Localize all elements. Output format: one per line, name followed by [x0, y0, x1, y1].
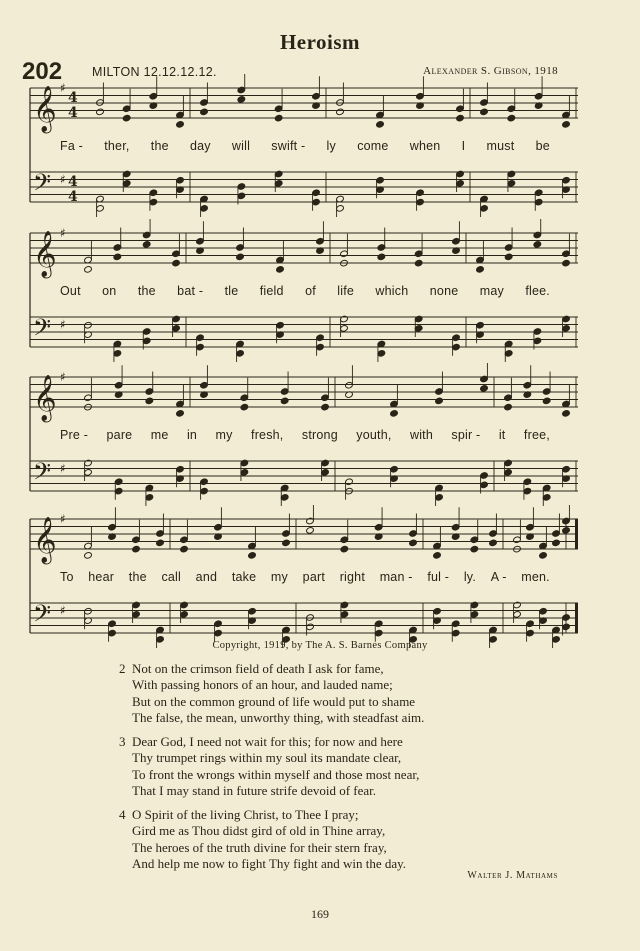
time-signature: 4	[68, 189, 78, 205]
note-head	[470, 545, 479, 553]
note-head	[200, 108, 209, 116]
lyric-syllable: bat -	[177, 284, 204, 298]
lyric-syllable: Fa -	[60, 139, 84, 153]
note-head	[280, 397, 289, 405]
lyric-syllable: be	[535, 139, 550, 153]
treble-clef-icon: 𝄞	[33, 517, 57, 563]
note-head	[176, 410, 185, 418]
note-head	[433, 552, 442, 560]
lyric-syllable: take	[231, 570, 257, 584]
final-barline	[575, 603, 578, 633]
note-head	[562, 121, 571, 129]
note-head	[489, 539, 498, 547]
bass-clef-icon: 𝄢	[33, 599, 52, 633]
verse-line: Dear God, I need not wait for this; for now and here	[132, 734, 403, 749]
lyric-syllable: the	[150, 139, 169, 153]
author-credit: Walter J. Mathams	[467, 870, 558, 881]
lyric-syllable: none	[429, 284, 459, 298]
tune-name: MILTON 12.12.12.12.	[92, 65, 217, 79]
lyric-syllable: the	[128, 570, 147, 584]
note-head	[480, 108, 489, 116]
lyric-syllable: day	[189, 139, 211, 153]
bass-clef-icon: 𝄢	[33, 313, 52, 347]
final-barline	[575, 519, 578, 549]
lyric-syllable: of	[305, 284, 316, 298]
lyric-syllable: may	[479, 284, 504, 298]
note-head	[552, 539, 561, 547]
lyric-syllable: man -	[379, 570, 413, 584]
verse-line: The heroes of the truth divine for their stern fray,	[132, 839, 387, 855]
hymn-number: 202	[22, 58, 63, 85]
verse-4	[119, 807, 407, 873]
lyric-syllable: I	[461, 139, 466, 153]
verse-line: The false, the mean, unworthy thing, with steadfast aim.	[132, 710, 425, 726]
note-head	[409, 539, 418, 547]
lyric-line	[60, 284, 550, 298]
note-head	[96, 108, 105, 116]
lyric-syllable: swift -	[271, 139, 306, 153]
note-head	[321, 403, 330, 411]
lyric-syllable: part	[302, 570, 326, 584]
note-head	[562, 527, 571, 535]
sharp-icon: ♯	[60, 317, 66, 332]
lyric-syllable: will	[231, 139, 251, 153]
lyric-syllable: Out	[60, 284, 81, 298]
note-head	[340, 545, 349, 553]
lyric-line	[60, 570, 550, 584]
hymn-title: Heroism	[279, 30, 361, 54]
sharp-icon: ♯	[60, 226, 66, 240]
lyric-syllable: strong	[301, 428, 338, 442]
lyric-syllable: tle	[224, 284, 239, 298]
verse-number: 3	[119, 734, 126, 749]
verse-line: But on the common ground of life would put to shame	[132, 693, 416, 709]
note-head	[142, 241, 151, 249]
lyric-syllable: come	[357, 139, 389, 153]
lyric-syllable: free,	[523, 428, 550, 442]
sharp-icon: ♯	[60, 370, 66, 384]
lyric-syllable: A -	[490, 570, 507, 584]
verse-line: To front the wrongs within myself and those most near,	[132, 766, 420, 782]
note-head	[390, 410, 399, 418]
lyric-syllable: hear	[88, 570, 115, 584]
note-head	[456, 114, 465, 122]
lyric-line	[60, 139, 550, 153]
note-head	[176, 121, 185, 129]
note-head	[306, 527, 315, 535]
note-head	[84, 552, 93, 560]
lyric-syllable: with	[409, 428, 433, 442]
lyric-line	[60, 428, 550, 442]
note-head	[122, 114, 131, 122]
note-head	[172, 259, 181, 267]
note-head	[236, 253, 245, 261]
bass-clef-icon: 𝄢	[33, 168, 52, 202]
note-head	[435, 397, 444, 405]
note-head	[504, 403, 513, 411]
lyric-syllable: my	[270, 570, 288, 584]
lyric-syllable: flee.	[525, 284, 550, 298]
lyric-syllable: right	[339, 570, 366, 584]
note-head	[533, 241, 542, 249]
time-signature: 4	[68, 105, 78, 121]
note-head	[274, 114, 283, 122]
note-head	[276, 266, 285, 274]
lyric-syllable: in	[186, 428, 198, 442]
time-signature: 4	[68, 90, 78, 106]
sharp-icon: ♯	[60, 603, 66, 618]
note-head	[539, 552, 548, 560]
treble-clef-icon: 𝄞	[33, 86, 57, 132]
copyright-notice: Copyright, 1919, by The A. S. Barnes Company	[212, 640, 428, 651]
note-head	[504, 253, 513, 261]
note-head	[156, 539, 165, 547]
note-head	[240, 403, 249, 411]
lyric-syllable: life	[337, 284, 355, 298]
note-head	[480, 385, 489, 393]
sharp-icon: ♯	[60, 461, 66, 476]
verse-line: Not on the crimson field of death I ask for fame,	[132, 661, 384, 676]
verse-line: And help me now to fight Thy fight and win the day.	[132, 856, 407, 872]
lyric-syllable: and	[195, 570, 218, 584]
lyric-syllable: pare	[106, 428, 133, 442]
lyric-syllable: when	[409, 139, 441, 153]
verse-2	[119, 661, 425, 727]
note-head	[132, 545, 141, 553]
note-head	[248, 552, 257, 560]
note-head	[180, 545, 189, 553]
note-head	[376, 121, 385, 129]
time-signature: 4	[68, 174, 78, 190]
verse-line: That I may stand in future strife devoid of fear.	[132, 783, 377, 799]
verse-line: With passing honors of an hour, and lauded name;	[132, 677, 393, 693]
lyric-syllable: To	[60, 570, 74, 584]
treble-clef-icon: 𝄞	[33, 231, 57, 277]
note-head	[336, 108, 345, 116]
lyric-syllable: field	[259, 284, 284, 298]
lyric-syllable: ly	[326, 139, 336, 153]
lyric-syllable: the	[137, 284, 156, 298]
lyric-syllable: my	[215, 428, 233, 442]
lyric-syllable: men.	[521, 570, 550, 584]
verse-number: 2	[119, 661, 126, 676]
verse-3	[119, 734, 420, 800]
lyric-syllable: must	[486, 139, 515, 153]
note-head	[507, 114, 516, 122]
lyric-syllable: me	[150, 428, 169, 442]
bass-clef-icon: 𝄢	[33, 457, 52, 491]
composer-credit: Alexander S. Gibson, 1918	[423, 65, 558, 77]
treble-clef-icon: 𝄞	[33, 375, 57, 421]
lyric-syllable: youth,	[356, 428, 392, 442]
lyric-syllable: ful -	[427, 570, 450, 584]
verse-line: O Spirit of the living Christ, to Thee I pray;	[132, 807, 359, 822]
lyric-syllable: which	[375, 284, 409, 298]
note-head	[113, 253, 122, 261]
note-head	[414, 259, 423, 267]
verse-number: 4	[119, 807, 126, 822]
verse-line: Thy trumpet rings within my soul its mandate clear,	[132, 750, 402, 766]
lyric-syllable: spir -	[451, 428, 481, 442]
lyric-syllable: fresh,	[251, 428, 284, 442]
lyric-syllable: on	[102, 284, 117, 298]
lyric-syllable: ther,	[104, 139, 130, 153]
lyric-syllable: Pre -	[60, 428, 89, 442]
page-number: 169	[311, 907, 329, 921]
lyric-syllable: call	[161, 570, 181, 584]
sharp-icon: ♯	[60, 81, 66, 95]
note-head	[237, 96, 246, 104]
note-head	[84, 266, 93, 274]
note-head	[562, 259, 571, 267]
note-head	[145, 397, 154, 405]
note-head	[377, 253, 386, 261]
verse-line: Gird me as Thou didst gird of old in Thine array,	[132, 823, 386, 839]
note-head	[476, 266, 485, 274]
sharp-icon: ♯	[60, 172, 66, 187]
lyric-syllable: ly.	[463, 570, 477, 584]
note-head	[562, 410, 571, 418]
lyric-syllable: it	[498, 428, 506, 442]
note-head	[542, 397, 551, 405]
sharp-icon: ♯	[60, 512, 66, 526]
note-head	[282, 539, 291, 547]
